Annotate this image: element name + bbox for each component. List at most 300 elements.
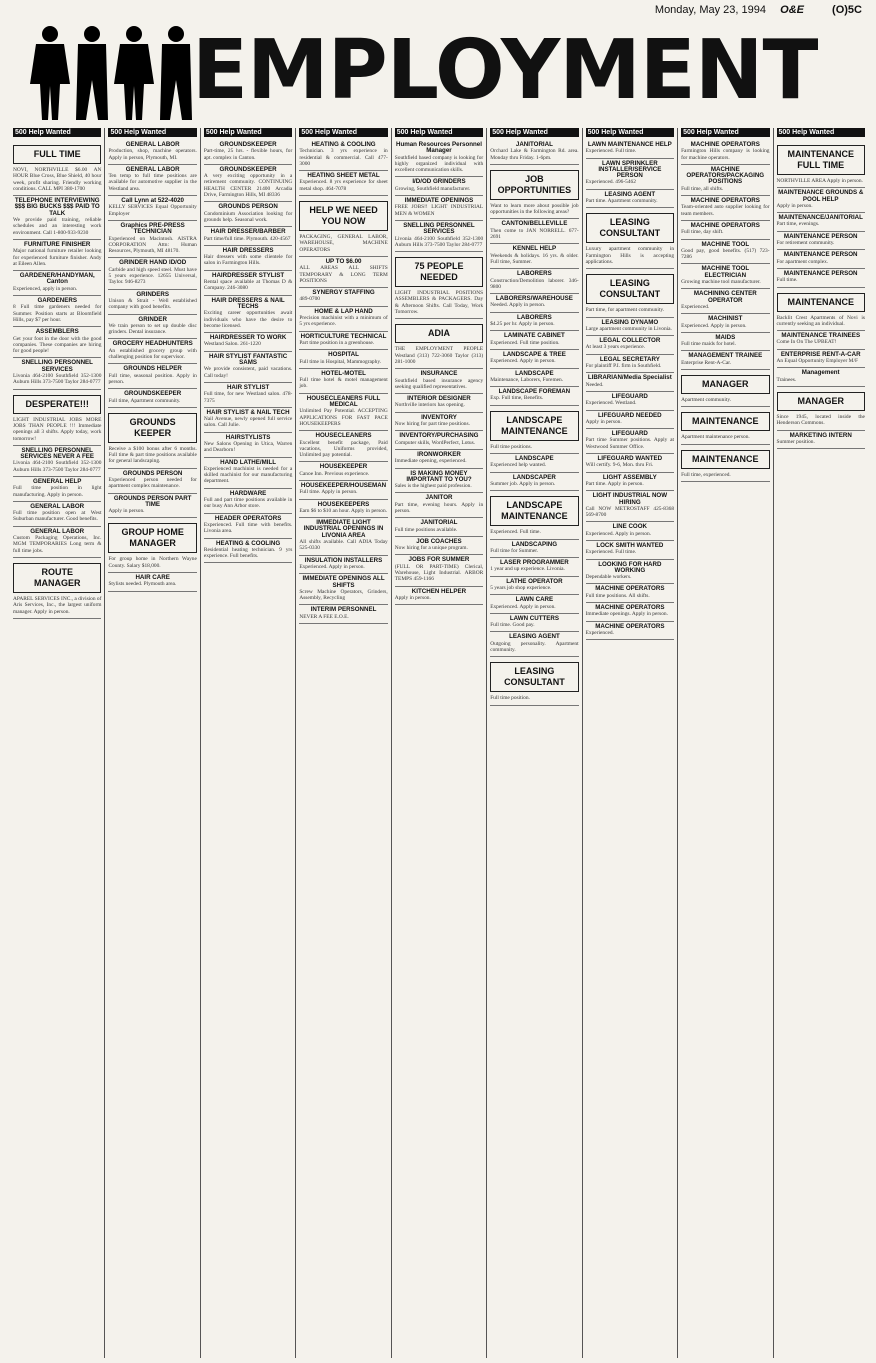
ad-heading: ENTERPRISE RENT-A-CAR xyxy=(780,350,861,358)
ad-body: Nail Avenue, newly opened full service salon. Call Julie. xyxy=(203,416,293,429)
classified-ad xyxy=(204,433,292,458)
ad-body: We train person to set up double disc grinders. Dental insurance. xyxy=(108,322,197,336)
ad-heading: JOB OPPORTUNITIES xyxy=(490,170,578,200)
ad-heading: HORTICULTURE TECHNICAL xyxy=(300,332,387,340)
classified-column xyxy=(486,128,581,1358)
classified-ad xyxy=(299,350,387,369)
classified-ad xyxy=(108,364,196,389)
ad-body: (FULL OR PART-TIME) Clerical, Warehouse, Light Industrial. ARBOR TEMPS 459-1166 xyxy=(394,563,484,583)
ad-body: At least 3 years experience. xyxy=(585,344,646,351)
ad-heading: 75 PEOPLE NEEDED xyxy=(395,257,483,287)
ad-body: Full time, experienced. xyxy=(681,471,731,478)
ad-body: Full time hotel & motel management job. xyxy=(299,377,388,390)
ad-body: Experienced on Macintosh. AISTRA CORPORATION Attn: Human Resources, Plymouth, MI 48170. xyxy=(108,235,197,255)
ad-heading: MANAGER xyxy=(777,392,865,411)
ad-heading: MAINTENANCE FULL TIME xyxy=(777,145,865,175)
ad-body: Growing machine tool manufacturer. xyxy=(681,279,761,286)
ad-body: We provide paid training, reliable schedules and an interesting work environment. Call 1-800-933-9230 xyxy=(13,217,102,236)
ad-body: Will certify. 9-6, Mon. thru Fri. xyxy=(585,462,654,469)
ad-body: Part time, evening hours. Apply in person. xyxy=(394,501,484,514)
ad-body: Want to learn more about possible job opportunities in the following areas? xyxy=(490,202,579,216)
ad-body: Unlimited Pay Potential. ACCEPTING APPLICATIONS FOR FAST PACE HOUSEKEEPERS xyxy=(299,408,388,427)
classified-ad xyxy=(204,489,292,514)
ad-heading: GENERAL LABOR xyxy=(30,527,85,535)
ad-body: Ten temp to full time positions are available for automotive supplier in the Westland area. xyxy=(108,173,197,192)
classified-ad xyxy=(299,481,387,500)
ad-body: Production, shop, machine operators. Apply in person, Plymouth, MI. xyxy=(108,148,197,161)
classified-ad xyxy=(108,196,196,221)
classified-ad xyxy=(586,473,674,492)
ad-body: Experienced. xyxy=(585,629,614,636)
ad-body: All shifts available. Call ADIA Today 525-0330 xyxy=(299,539,388,552)
ad-body: Dependable workers. xyxy=(585,574,632,581)
ad-body: Experienced. Apply in person. xyxy=(585,530,652,537)
ad-body: Farmington Hills company is looking for machine operators. xyxy=(681,148,770,161)
classified-ad xyxy=(13,477,101,502)
ad-heading: GROUNDSKEEPER xyxy=(219,141,277,148)
ad-heading: INSULATION INSTALLERS xyxy=(304,556,383,564)
classified-ad xyxy=(395,221,483,252)
folio-date: Monday, May 23, 1994 xyxy=(654,4,766,16)
classified-ad xyxy=(13,558,101,619)
ad-heading: MAINTENANCE PERSON xyxy=(783,232,858,240)
classified-ad xyxy=(681,289,769,314)
ad-heading: MAIDS xyxy=(715,333,736,341)
ad-body: Experienced. Apply in person. xyxy=(299,563,365,570)
classified-ad xyxy=(204,352,292,383)
classified-ad xyxy=(681,407,769,444)
ad-body: Experienced. Full time position. xyxy=(490,339,560,346)
ad-body: Part time. Apply in person. xyxy=(585,480,644,487)
ad-body: Experienced person needed for apartment complex maintenance. xyxy=(108,476,197,490)
ad-body: Hair dressers with some clientele for salon in Farmington Hills. xyxy=(203,254,293,267)
ad-heading: MAINTENANCE TRAINEES xyxy=(781,332,861,340)
folio-publication: O&E xyxy=(780,4,804,16)
classified-ad xyxy=(586,269,674,317)
ad-body: Carbide and high speed steel. Must have 5 years experience. 12655 Universal, Taylor. 946-8273 xyxy=(108,266,197,286)
ad-heading: INTERIOR DESIGNER xyxy=(407,395,471,403)
classified-ad xyxy=(586,584,674,603)
ad-heading: MAINTENANCE GROUNDS & POOL HELP xyxy=(778,189,864,203)
ad-heading: LIFEGUARD WANTED xyxy=(597,455,663,463)
classified-ad xyxy=(777,140,865,188)
classified-ad xyxy=(777,368,865,387)
ad-body: Apartment maintenance person. xyxy=(681,434,750,441)
classified-ad xyxy=(299,394,387,431)
classified-ad xyxy=(777,387,865,431)
ad-heading: LANDSCAPER xyxy=(512,473,556,481)
ad-heading: INVENTORY/PURCHASING xyxy=(399,432,479,440)
classified-ad xyxy=(108,518,196,573)
classified-ad xyxy=(586,522,674,541)
ad-heading: LAWN MAINTENANCE HELP xyxy=(587,141,672,148)
ad-heading: HOUSEKEEPERS xyxy=(317,500,370,508)
classified-ad xyxy=(777,350,865,369)
ad-heading: MAINTENANCE PERSON xyxy=(783,269,858,277)
classified-ad xyxy=(13,271,101,296)
ad-body: Major national furniture retailer looking for experienced furniture finisher. Andy at Eileen Allen. xyxy=(13,248,102,267)
ad-body: Good pay, good benefits. (517) 723-7286 xyxy=(681,247,770,261)
classified-ad xyxy=(490,614,578,633)
ad-body: Get your foot in the door with the good companies. These companies are hiring for good people! xyxy=(13,335,102,355)
classified-ad xyxy=(395,177,483,196)
ad-body: Apply in person. xyxy=(108,508,145,515)
ad-heading: GROUNDSKEEPER xyxy=(124,390,182,398)
ad-heading: MACHINE OPERATORS/PACKAGING POSITIONS xyxy=(686,165,765,186)
ad-heading: GROUNDS PERSON xyxy=(218,203,278,211)
ad-body: Orchard Lake & Farmington Rd. area. Monday thru Friday. 1-6pm. xyxy=(490,148,579,161)
ad-heading: LEASING AGENT xyxy=(604,190,656,198)
classified-ad xyxy=(395,394,483,413)
classified-ad xyxy=(490,473,578,492)
ad-heading: JOBS FOR SUMMER xyxy=(408,556,470,564)
ad-heading: HOUSECLEANERS xyxy=(315,432,372,440)
classified-ad xyxy=(204,202,292,227)
classified-ad xyxy=(299,140,387,171)
ad-heading: GARDENERS xyxy=(37,297,77,305)
ad-body: Canoe Inn. Previous experience. xyxy=(299,470,370,477)
ad-heading: LABORERS/WAREHOUSE xyxy=(495,295,573,303)
ad-heading: HEATING & COOLING xyxy=(311,141,376,148)
ad-heading: IMMEDIATE LIGHT INDUSTRIAL OPENINGS IN LIVONIA AREA xyxy=(303,519,384,539)
classified-ad xyxy=(681,370,769,407)
classified-ad xyxy=(395,555,483,586)
ad-heading: MAINTENANCE xyxy=(681,450,769,469)
classified-ad xyxy=(299,196,387,257)
ad-heading: MACHINE OPERATORS xyxy=(595,622,665,630)
classified-ad xyxy=(490,313,578,332)
ad-body: Experienced. 496-5462 xyxy=(585,179,636,186)
classified-ad xyxy=(395,587,483,606)
classified-ad xyxy=(681,351,769,370)
ad-body: Southfield based insurance agency seeking qualified representatives. xyxy=(394,377,484,390)
ad-body: Then come to JAN NORRELL. 677-2691 xyxy=(490,227,579,241)
ad-body: Experienced machinist is needed for a skilled machinist for our manufacturing department. xyxy=(203,465,293,485)
ad-body: For apartment complex. xyxy=(776,258,829,265)
classified-ad xyxy=(490,369,578,388)
ad-body: Stylists needed. Plymouth area. xyxy=(108,581,177,588)
classified-ad xyxy=(108,469,196,494)
ad-heading: INVENTORY xyxy=(421,413,457,421)
classified-ad xyxy=(13,296,101,327)
classified-ad xyxy=(13,196,101,240)
ad-body: Livonia 464-2100 Southfield 352-1300 Auburn Hills 373-7500 Taylor 284-0777 xyxy=(394,235,484,248)
ad-heading: LANDSCAPE & TREE xyxy=(502,350,566,358)
ad-body: Experienced. Apply in person. xyxy=(490,603,556,610)
ad-body: For retirement community. xyxy=(776,240,835,247)
classified-ad xyxy=(490,657,578,705)
ad-heading: LAWN SPRINKLER INSTALLER/SERVICE PERSON xyxy=(598,159,662,180)
ad-body: LIGHT INDUSTRIAL JOBS MORE JOBS THAN PEOPLE !!! Immediate openings all 3 shifts. Apply today, work tomorrow! xyxy=(13,416,102,442)
ad-heading: LANDSCAPE MAINTENANCE xyxy=(490,411,578,441)
ad-heading: LABORERS xyxy=(517,270,552,278)
classified-ad xyxy=(299,431,387,462)
ad-heading: JOB COACHES xyxy=(416,537,462,545)
ad-heading: HEATING SHEET METAL xyxy=(307,172,380,180)
ad-heading: HAIR STYLIST xyxy=(226,383,270,391)
classified-ad xyxy=(299,605,387,624)
ad-heading: HAIR STYLIST FANTASTIC SAMS xyxy=(208,352,288,367)
ad-body: Screw Machine Operators, Grinders, Assembly, Recycling xyxy=(299,588,388,602)
ad-heading: MACHINE OPERATORS xyxy=(690,141,760,148)
classified-ad xyxy=(777,232,865,251)
ad-body: Experienced. 8 yrs experience for sheet metal shop. 464-7078 xyxy=(299,179,388,192)
ad-body: Needed. xyxy=(585,381,604,388)
column-heading: 500 Help Wanted xyxy=(395,128,483,137)
ad-body: Apartment community. xyxy=(681,397,732,404)
classified-ad xyxy=(13,390,101,446)
ad-heading: JANITORIAL xyxy=(515,141,553,148)
ad-body: For plaintiff P.I. firm in Southfield. xyxy=(585,363,662,370)
ad-body: New Salons Opening in Utica, Warren and Dearborn! xyxy=(203,440,293,454)
ad-body: Exciting career opportunities await individuals who have the desire to become licensed. xyxy=(203,310,293,329)
classified-ad xyxy=(299,574,387,605)
classified-ad xyxy=(395,140,483,177)
classified-ad xyxy=(681,445,769,482)
classified-ad xyxy=(204,458,292,489)
ad-body: Precision machinist with a minimum of 5 yrs experience. xyxy=(299,315,388,328)
classified-ad xyxy=(13,446,101,477)
ad-body: Summer position. xyxy=(776,438,815,445)
classified-ad xyxy=(395,518,483,537)
ad-heading: LIGHT ASSEMBLY xyxy=(602,473,657,481)
ad-body: Team-oriented auto supplier looking for team members. xyxy=(681,204,770,217)
classified-ad xyxy=(586,208,674,269)
classified-ad xyxy=(395,469,483,494)
ad-heading: GROUNDSKEEPER xyxy=(219,165,277,173)
ad-heading: MACHINIST xyxy=(708,315,743,323)
ad-body: 5 years job shop experience. xyxy=(490,584,552,591)
ad-body: THE EMPLOYMENT PEOPLE Westland (313) 722-3060 Taylor (313) 281-1000 xyxy=(394,346,484,365)
classified-ad xyxy=(586,622,674,641)
column-heading: 500 Help Wanted xyxy=(108,128,196,137)
classified-ad xyxy=(681,314,769,333)
ad-heading: LABORERS xyxy=(517,313,552,321)
classified-ad xyxy=(777,431,865,450)
ad-heading: LEGAL SECRETARY xyxy=(599,355,660,363)
ad-heading: GRINDER HAND ID/OD xyxy=(119,259,187,267)
classified-ad xyxy=(586,603,674,622)
ad-heading: SYNERGY STAFFING xyxy=(312,289,375,297)
classified-ad xyxy=(395,537,483,556)
classified-ad xyxy=(586,454,674,473)
ad-heading: HOSPITAL xyxy=(328,351,359,359)
ad-body: Part time, evenings. xyxy=(776,221,820,228)
column-heading: 500 Help Wanted xyxy=(681,128,769,137)
ad-heading: IMMEDIATE OPENINGS ALL SHIFTS xyxy=(302,575,385,589)
ad-body: Full and part time positions available in our busy Ann Arbor store. xyxy=(203,497,293,510)
classified-ad xyxy=(681,240,769,265)
classified-ad xyxy=(299,556,387,575)
ad-heading: GROUNDS KEEPER xyxy=(108,413,196,443)
ad-body: Growing, Southfield manufacturer. xyxy=(394,185,471,192)
ad-heading: LOOKING FOR HARD WORKING xyxy=(598,560,662,574)
ad-body: Enterprise Rent-A-Car. xyxy=(681,359,732,366)
classified-ad xyxy=(586,429,674,454)
ad-body: Needed. Apply in person. xyxy=(490,302,546,309)
ad-body: $4.25 per hr. Apply in person. xyxy=(490,321,555,328)
ad-heading: INTERIM PERSONNEL xyxy=(310,606,377,614)
ad-heading: LEASING AGENT xyxy=(509,633,560,641)
ad-heading: DESPERATE!!! xyxy=(13,395,101,414)
ad-heading: GROUNDS PERSON xyxy=(122,469,183,477)
ad-body: Condominium Association looking for grounds help. Seasonal work. xyxy=(203,210,293,223)
ad-body: Immediate opening, experienced. xyxy=(394,458,467,465)
classified-ad xyxy=(108,290,196,315)
ad-heading: MANAGEMENT TRAINEE xyxy=(688,352,763,360)
classified-ad xyxy=(681,165,769,196)
ad-body: Maintenance, Laborers, Foremen. xyxy=(490,376,564,383)
classified-ad xyxy=(490,350,578,369)
ad-heading: MAINTENANCE xyxy=(777,293,865,312)
classified-ad xyxy=(13,358,101,389)
classified-ad xyxy=(490,140,578,165)
ad-body: Full time in Hospital, Mammography. xyxy=(299,358,382,365)
folio-page-number: (O)5C xyxy=(832,4,862,16)
classified-ad xyxy=(586,318,674,337)
classified-ad xyxy=(777,188,865,213)
classified-column xyxy=(295,128,390,1358)
ad-heading: MACHINE OPERATORS xyxy=(595,604,665,612)
classified-ad xyxy=(586,541,674,560)
ad-heading: LATHE OPERATOR xyxy=(506,577,563,585)
ad-heading: GRINDER xyxy=(138,315,167,323)
ad-body: Construction/Demolition laborer. 346-9800 xyxy=(490,277,579,290)
ad-body: Part time, for apartment community. xyxy=(585,307,665,314)
classified-ad xyxy=(490,595,578,614)
ad-heading: MACHINE OPERATORS xyxy=(595,585,665,593)
ad-body: Now hiring for part time positions. xyxy=(394,421,470,428)
ad-heading: ADIA xyxy=(395,324,483,343)
classified-ad xyxy=(490,577,578,596)
ad-heading: MACHINE TOOL xyxy=(701,240,750,248)
classified-ad xyxy=(299,369,387,394)
ad-body: Full time position in light manufacturing. Apply in person. xyxy=(13,485,102,498)
classified-ad xyxy=(13,527,101,558)
ad-body: Apply in person. xyxy=(585,418,622,425)
classified-ad xyxy=(395,413,483,432)
ad-heading: LIBRARIAN/Media Specialist xyxy=(587,374,672,382)
ad-heading: HAIR DRESSERS & NAIL TECHS xyxy=(211,296,285,310)
ad-body: Experienced. Apply in person. xyxy=(681,322,747,329)
classified-ad xyxy=(395,431,483,450)
ad-body: Large apartment community in Livonia. xyxy=(585,325,672,332)
ad-body: 489-0700 xyxy=(299,296,320,303)
classified-ad xyxy=(204,140,292,165)
ad-heading: IRONWORKER xyxy=(417,450,461,458)
classified-ad xyxy=(204,271,292,296)
ad-heading: MAINTENANCE PERSON xyxy=(783,251,858,259)
classified-ad xyxy=(490,540,578,559)
ad-heading: MACHINE OPERATORS xyxy=(690,221,760,229)
classified-ad xyxy=(299,462,387,481)
ad-heading: LEGAL COLLECTOR xyxy=(599,337,661,345)
classified-ad xyxy=(490,269,578,294)
classified-ad xyxy=(299,332,387,351)
ad-body: KELLY SERVICES Equal Opportunity Employer xyxy=(108,204,197,217)
ad-body: Earn $6 to $10 an hour. Apply in person. xyxy=(299,507,388,514)
ad-heading: LANDSCAPE MAINTENANCE xyxy=(490,496,578,526)
ad-heading: GENERAL LABOR xyxy=(30,502,85,510)
ad-body: Receive a $100 bonus after 6 months. Full time & part time positions available for general landscaping. xyxy=(108,445,197,465)
classified-column xyxy=(773,128,868,1358)
ad-body: Full time, for new Westland salon. 478-7375 xyxy=(203,391,293,404)
classified-ad xyxy=(681,140,769,165)
classified-ad xyxy=(108,339,196,364)
ad-heading: LIFEGUARD xyxy=(611,392,648,400)
ad-body: Technician. 3 yrs experience in residential & commercial. Call 477-3000 xyxy=(299,148,388,167)
ad-body: Part time position in a greenhouse. xyxy=(299,339,375,346)
ad-heading: HAIR DRESSER/BARBER xyxy=(210,228,286,236)
classified-ad xyxy=(13,240,101,271)
ad-body: Experienced. Full time. xyxy=(585,549,637,556)
classified-ad xyxy=(777,269,865,288)
ad-heading: Graphics PRE-PRESS TECHNICIAN xyxy=(120,221,185,236)
ad-heading: LEASING CONSULTANT xyxy=(490,662,578,692)
ad-heading: LINE COOK xyxy=(612,523,648,531)
ad-heading: MAINTENANCE xyxy=(681,412,769,431)
ad-heading: SNELLING PERSONNEL SERVICES xyxy=(21,359,93,373)
classified-ad xyxy=(777,213,865,232)
ad-body: Experienced. Westland. xyxy=(585,400,637,407)
classified-ad xyxy=(490,219,578,244)
ad-body: Sales is the highest paid profession. xyxy=(394,483,472,490)
ad-heading: HAIRDRESSER TO WORK xyxy=(209,334,287,342)
ad-body: Westland Salon. 261-1220 xyxy=(203,341,261,348)
ad-body: Outgoing personality. Apartment community. xyxy=(490,640,579,654)
classified-ad xyxy=(204,246,292,271)
ad-body: Since 1945, located inside the Henderson Commons. xyxy=(776,413,865,427)
ad-heading: HOTEL-MOTEL xyxy=(321,369,366,377)
ad-body: Full time maids for hotel. xyxy=(681,341,737,348)
ad-heading: IS MAKING MONEY IMPORTANT TO YOU? xyxy=(406,469,472,483)
classified-ad xyxy=(108,315,196,340)
ad-body: Northville interiors has opening. xyxy=(394,402,465,409)
ad-body: We provide consistent, paid vacations. Call today! xyxy=(203,366,293,379)
ad-heading: IMMEDIATE OPENINGS xyxy=(404,197,474,205)
classified-ad xyxy=(108,408,196,469)
ad-heading: LAMINATE CABINET xyxy=(504,332,565,340)
ad-body: For group home in Northern Wayne County. Salary $18,000. xyxy=(108,556,197,569)
ad-heading: LIFEGUARD NEEDED xyxy=(598,411,662,419)
classified-column xyxy=(200,128,295,1358)
classified-ad xyxy=(13,502,101,527)
classified-ad xyxy=(204,514,292,539)
ad-heading: GARDENER/HANDYMAN, Canton xyxy=(19,272,95,286)
classified-ad xyxy=(681,196,769,221)
ad-body: Now hiring for a unique program. xyxy=(394,545,468,552)
ad-heading: UP TO $6.00 xyxy=(325,257,362,265)
ad-heading: FURNITURE FINISHER xyxy=(24,240,91,248)
classified-ad xyxy=(777,250,865,269)
classified-ad xyxy=(395,196,483,221)
ad-body: Experienced. xyxy=(681,303,710,310)
page-folio xyxy=(10,2,866,18)
ad-body: Part time. Apartment community. xyxy=(585,198,658,205)
classified-ad xyxy=(586,355,674,374)
classified-ad xyxy=(108,258,196,289)
ad-heading: MACHINE OPERATORS xyxy=(690,197,760,205)
ad-heading: INSURANCE xyxy=(420,370,458,378)
classified-ad xyxy=(490,165,578,220)
column-heading: 500 Help Wanted xyxy=(490,128,578,137)
ad-body: Summer job. Apply in person. xyxy=(490,480,556,487)
ad-heading: LANDSCAPE xyxy=(515,455,554,463)
ad-heading: GENERAL LABOR xyxy=(125,165,180,173)
column-heading: 500 Help Wanted xyxy=(586,128,674,137)
classified-ad xyxy=(586,190,674,209)
ad-body: Full time for Summer. xyxy=(490,547,539,554)
